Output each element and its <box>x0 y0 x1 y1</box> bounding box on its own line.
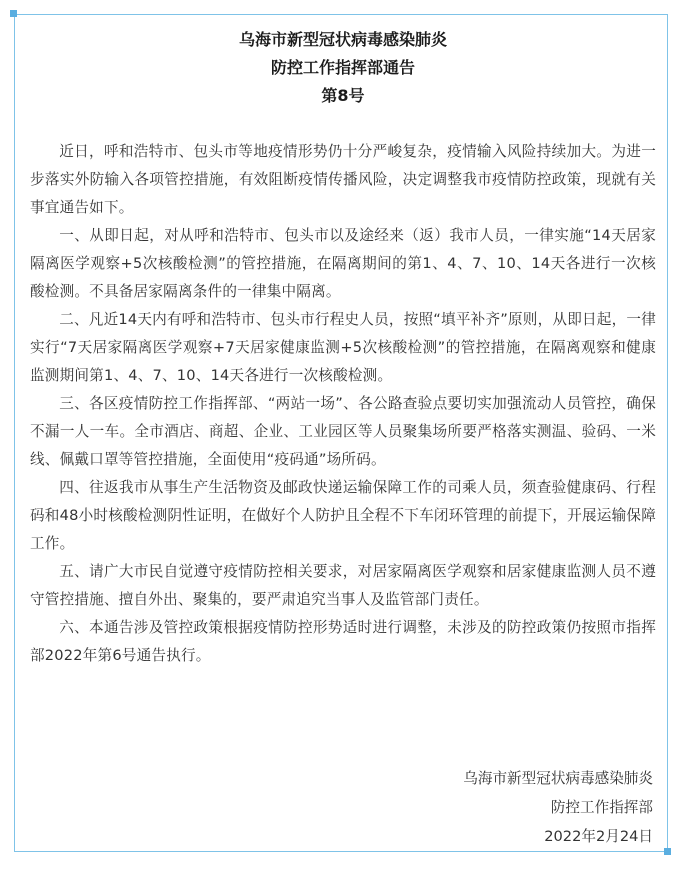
title-line-3: 第8号 <box>321 86 365 105</box>
corner-marker-bottom-right <box>664 848 671 855</box>
signature-org-line-2: 防控工作指挥部 <box>550 799 653 816</box>
title-line-1: 乌海市新型冠状病毒感染肺炎 <box>238 30 447 49</box>
paragraph-item-6: 六、本通告涉及管控政策根据疫情防控形势适时进行调整，未涉及的防控政策仍按照市指挥部2022年第6号通告执行。 <box>30 619 656 664</box>
paragraph-item-2: 二、凡近14天内有呼和浩特市、包头市行程史人员，按照“填平补齐”原则，从即日起，一律实行“7天居家隔离医学观察+7天居家健康监测+5次核酸检测”的管控措施，在隔离观察和健康监测期间第1、4、7、10、14天各进行一次核酸检测。 <box>30 311 656 384</box>
notice-title <box>30 26 656 110</box>
title-line-2: 防控工作指挥部通告 <box>270 58 415 77</box>
signature-date: 2022年2月24日 <box>544 828 653 845</box>
paragraph-item-4: 四、往返我市从事生产生活物资及邮政快递运输保障工作的司乘人员，须查验健康码、行程码和48小时核酸检测阴性证明，在做好个人防护且全程不下车闭环管理的前提下，开展运输保障工作。 <box>30 479 656 552</box>
corner-marker-top-left <box>10 10 17 17</box>
paragraph-item-5: 五、请广大市民自觉遵守疫情防控相关要求，对居家隔离医学观察和居家健康监测人员不遵守管控措施、擅自外出、聚集的，要严肃追究当事人及监管部门责任。 <box>30 563 656 608</box>
signature-block <box>463 764 653 851</box>
paragraph-item-3: 三、各区疫情防控工作指挥部、“两站一场”、各公路查验点要切实加强流动人员管控，确保不漏一人一车。全市酒店、商超、企业、工业园区等人员聚集场所要严格落实测温、验码、一米线、佩戴口罩等管控措施，全面使用“疫码通”场所码。 <box>30 395 656 468</box>
paragraph-intro: 近日，呼和浩特市、包头市等地疫情形势仍十分严峻复杂，疫情输入风险持续加大。为进一步落实外防输入各项管控措施，有效阻断疫情传播风险，决定调整我市疫情防控政策，现就有关事宜通告如下。 <box>30 143 656 216</box>
paragraph-item-1: 一、从即日起，对从呼和浩特市、包头市以及途经来（返）我市人员，一律实施“14天居家隔离医学观察+5次核酸检测”的管控措施，在隔离期间的第1、4、7、10、14天各进行一次核酸检测。不具备居家隔离条件的一律集中隔离。 <box>30 227 656 300</box>
signature-org-line-1: 乌海市新型冠状病毒感染肺炎 <box>463 770 653 787</box>
notice-body <box>30 26 656 670</box>
